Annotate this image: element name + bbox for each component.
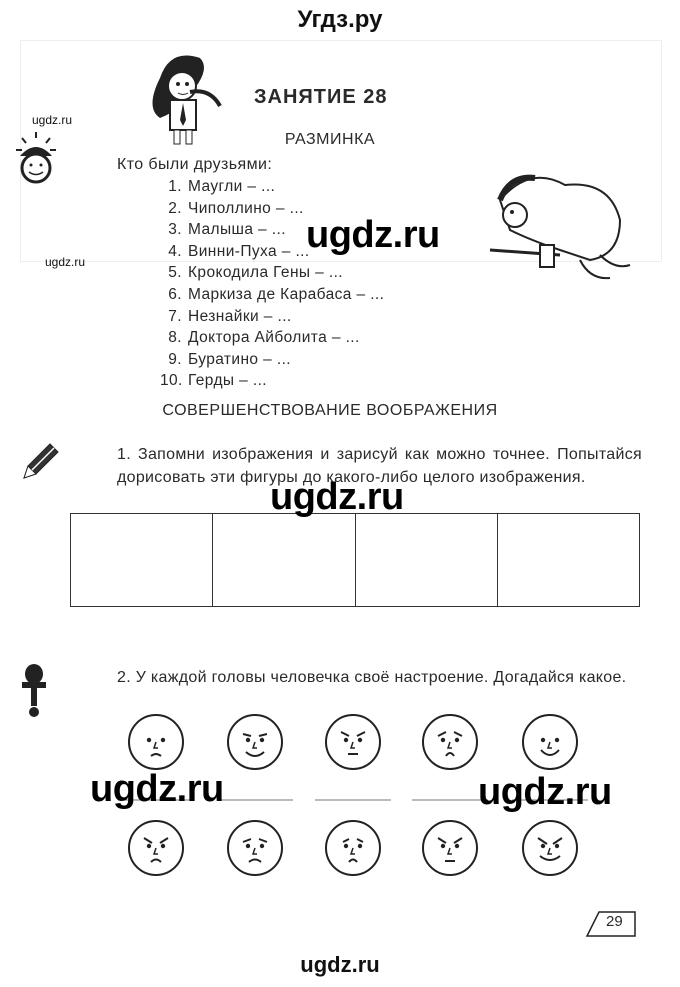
list-item: 2. Чиполлино – ... (168, 199, 304, 217)
page-number: 29 (606, 913, 623, 930)
task-2-text: 2. У каждой головы человечка своё настроение. Догадайся какое. (117, 669, 627, 686)
face-drawing (228, 715, 282, 769)
drawing-cell[interactable] (213, 514, 355, 607)
man-illustration (470, 160, 640, 290)
warmup-question: Кто были друзьями: (117, 156, 273, 173)
drawing-cell[interactable] (355, 514, 497, 607)
drawing-table (70, 513, 640, 607)
watermark: ugdz.ru (478, 771, 612, 813)
face-drawing (423, 715, 477, 769)
drawing-cell[interactable] (71, 514, 213, 607)
face-drawing (423, 821, 477, 875)
list-item: 6. Маркиза де Карабаса – ... (168, 285, 385, 303)
face-drawing (129, 715, 183, 769)
list-item: 10. Герды – ... (160, 372, 267, 390)
pencil-icon (18, 440, 60, 484)
watermark: ugdz.ru (270, 476, 404, 518)
watermark: ugdz.ru (306, 214, 440, 256)
lesson-title: ЗАНЯТИЕ 28 (254, 86, 388, 108)
warmup-heading: РАЗМИНКА (284, 131, 376, 148)
list-item: 3. Малыша – ... (168, 221, 286, 239)
face-drawing (523, 821, 577, 875)
watermark-footer: ugdz.ru (300, 952, 380, 977)
list-item: 5. Крокодила Гены – ... (168, 264, 344, 282)
list-item: 9. Буратино – ... (168, 350, 291, 368)
list-item: 1. Маугли – ... (168, 178, 276, 195)
drawing-cell[interactable] (497, 514, 639, 607)
face-drawing (523, 715, 577, 769)
face-drawing (129, 821, 183, 875)
watermark: ugdz.ru (90, 768, 224, 810)
friends-list (160, 176, 384, 392)
list-item: 8. Доктора Айболита – ... (168, 329, 360, 347)
face-drawing (326, 821, 380, 875)
watermark: ugdz.ru (45, 255, 86, 269)
list-item: 4. Винни-Пуха – ... (168, 242, 310, 260)
face-drawing (326, 715, 380, 769)
task-1-text: 1. Запомни изображения и зарисуй как можно точнее. Попытайся дорисовать эти фигуры до какого-либо целого изображения. (117, 446, 642, 486)
face-drawing (228, 821, 282, 875)
imagination-heading: СОВЕРШЕНСТВОВАНИЕ ВООБРАЖЕНИЯ (162, 402, 498, 419)
watermark: ugdz.ru (32, 113, 73, 127)
site-title: Угдз.ру (297, 6, 383, 33)
list-item: 7. Незнайки – ... (168, 307, 292, 325)
